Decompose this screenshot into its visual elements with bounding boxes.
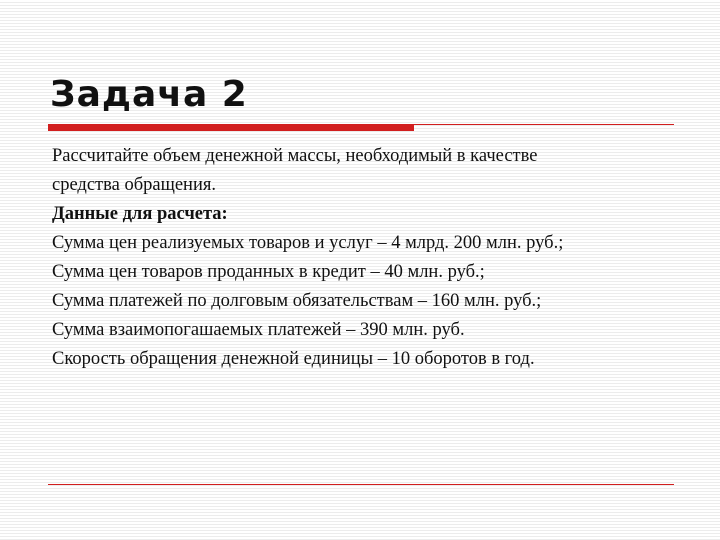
data-line-debt-payments: Сумма платежей по долговым обязательствам – 160 млн. руб.;	[52, 291, 542, 311]
data-line-credit-sum: Сумма цен товаров проданных в кредит – 40 млн. руб.;	[52, 262, 485, 282]
data-line-goods-sum: Сумма цен реализуемых товаров и услуг – 4 млрд. 200 млн. руб.;	[52, 233, 564, 253]
data-line-velocity: Скорость обращения денежной единицы – 10 оборотов в год.	[52, 349, 535, 369]
slide-body	[52, 142, 692, 374]
data-line-mutual-payments: Сумма взаимопогашаемых платежей – 390 млн. руб.	[52, 320, 465, 340]
task-text-line-1: Рассчитайте объем денежной массы, необходимый в качестве	[52, 146, 538, 166]
title-underline-thin	[414, 124, 674, 125]
data-heading: Данные для расчета:	[52, 204, 228, 224]
footer-rule	[48, 484, 674, 485]
task-text-line-2: средства обращения.	[52, 175, 216, 195]
title-underline-thick	[48, 124, 414, 131]
slide-title: Задача 2	[50, 74, 248, 115]
